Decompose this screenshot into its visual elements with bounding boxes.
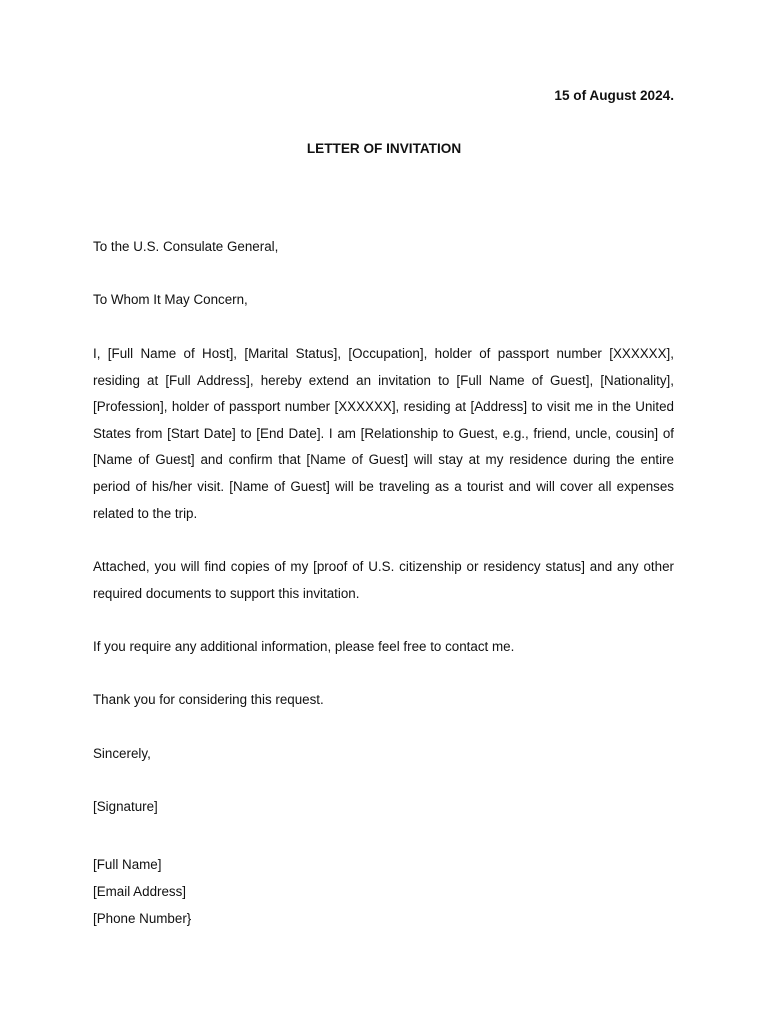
signature-block [93, 851, 191, 932]
closing-line: Sincerely, [93, 746, 151, 761]
letter-date: 15 of August 2024. [554, 88, 674, 103]
salutation-consulate: To the U.S. Consulate General, [93, 239, 279, 254]
phone-placeholder: [Phone Number} [93, 911, 192, 926]
letter-title: LETTER OF INVITATION [306, 141, 462, 156]
signature-placeholder: [Signature] [93, 799, 158, 814]
email-placeholder: [Email Address] [93, 884, 187, 899]
thanks-paragraph: Thank you for considering this request. [93, 692, 324, 707]
contact-paragraph: If you require any additional information, please feel free to contact me. [93, 639, 515, 654]
invitation-paragraph: I, [Full Name of Host], [Marital Status], [Occupation], holder of passport number [XXXXXX], residing at [Full Address], hereby extend an invitation to [Full Name of Guest], [Nationality], [Profession], holder of passport number [XXXXXX], residing at [Address] to visit me in the United States from [Start Date] to [End Date]. I am [Relationship to Guest, e.g., friend, uncle, cousin] of [Name of Guest] and confirm that [Name of Guest] will stay at my residence during the entire period of his/her visit. [Name of Guest] will be traveling as a tourist and will cover all expenses related to the trip. [93, 346, 674, 521]
attachments-paragraph: Attached, you will find copies of my [proof of U.S. citizenship or residency status] and any other required documents to support this invitation. [93, 559, 674, 601]
salutation-concern: To Whom It May Concern, [93, 292, 248, 307]
full-name-placeholder: [Full Name] [93, 857, 162, 872]
